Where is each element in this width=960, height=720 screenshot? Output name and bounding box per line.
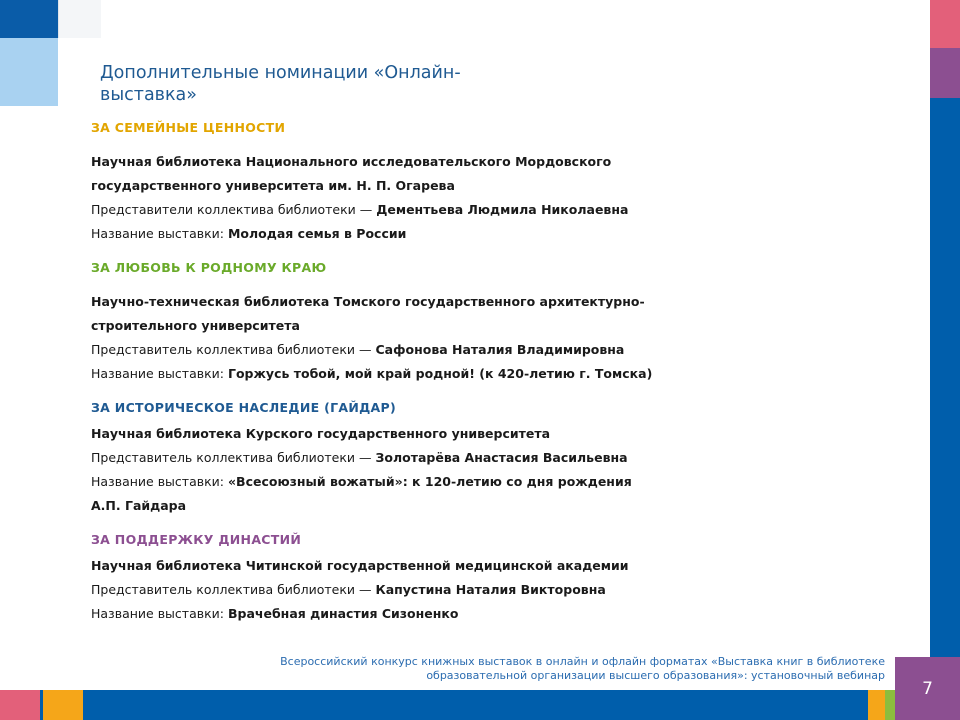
nomination-category: ЗА ПОДДЕРЖКУ ДИНАСТИЙ [91,532,302,547]
nomination-dynasties [91,530,921,626]
exhibition-title: Врачебная династия Сизоненко [227,606,459,621]
nomination-category: ЗА СЕМЕЙНЫЕ ЦЕННОСТИ [91,120,286,135]
exhibition-title: «Всесоюзный вожатый»: к 120-летию со дня рождения [227,474,632,489]
nominations-list [91,118,921,626]
exhibition-label: Название выставки: [91,606,228,621]
exhibition-line [91,362,921,386]
exhibition-label: Название выставки: [91,226,228,241]
nomination-category: ЗА ИСТОРИЧЕСКОЕ НАСЛЕДИЕ (ГАЙДАР) [91,400,396,415]
representative-line [91,446,921,470]
decor-block-blue [0,0,58,38]
library-name-line: строительного университета [91,318,300,333]
representative-line [91,578,921,602]
representative-label: Представитель коллектива библиотеки — [91,582,376,597]
slide-title: Дополнительные номинации «Онлайн-выставка» [100,63,461,105]
decor-right-strip [930,0,960,720]
nomination-native-land [91,258,921,386]
nomination-historical-heritage [91,398,921,518]
decor-bottom-orange [868,690,885,720]
decor-bottom-green [885,690,895,720]
representative-name: Сафонова Наталия Владимировна [375,342,625,357]
representative-name: Капустина Наталия Викторовна [375,582,606,597]
library-name-line: Научная библиотека Национального исследовательского Мордовского [91,154,612,169]
exhibition-title: Молодая семья в России [227,226,407,241]
nomination-category: ЗА ЛЮБОВЬ К РОДНОМУ КРАЮ [91,260,327,275]
exhibition-line [91,222,921,246]
representative-line [91,338,921,362]
decor-bottom-yellow [43,690,83,720]
exhibition-title: Горжусь тобой, мой край родной! (к 420-летию г. Томска) [227,366,653,381]
library-name-line: Научная библиотека Курского государственного университета [91,426,551,441]
representative-line [91,198,921,222]
decor-bottom-strip [0,690,895,720]
exhibition-line [91,602,921,626]
decor-bottom-pink [0,690,40,720]
exhibition-line [91,470,921,494]
nomination-family-values [91,118,921,246]
decor-right-purple [930,48,960,98]
page-number: 7 [895,657,960,720]
decor-right-pink [930,0,960,48]
exhibition-title-continued: А.П. Гайдара [91,498,187,513]
decor-block-white [58,0,101,38]
representative-name: Золотарёва Анастасия Васильевна [375,450,628,465]
representative-label: Представители коллектива библиотеки — [91,202,377,217]
exhibition-label: Название выставки: [91,474,228,489]
decor-block-light-blue [0,38,58,106]
slide-footer: Всероссийский конкурс книжных выставок в онлайн и офлайн форматах «Выставка книг в библиотеке образовательной организации высшего образования»: установочный вебинар [280,655,885,682]
representative-label: Представитель коллектива библиотеки — [91,450,376,465]
representative-name: Дементьева Людмила Николаевна [376,202,629,217]
exhibition-label: Название выставки: [91,366,228,381]
library-name-line: Научно-техническая библиотека Томского государственного архитектурно- [91,294,645,309]
library-name-line: Научная библиотека Читинской государственной медицинской академии [91,558,629,573]
library-name-line: государственного университета им. Н. П. Огарева [91,178,455,193]
representative-label: Представитель коллектива библиотеки — [91,342,376,357]
